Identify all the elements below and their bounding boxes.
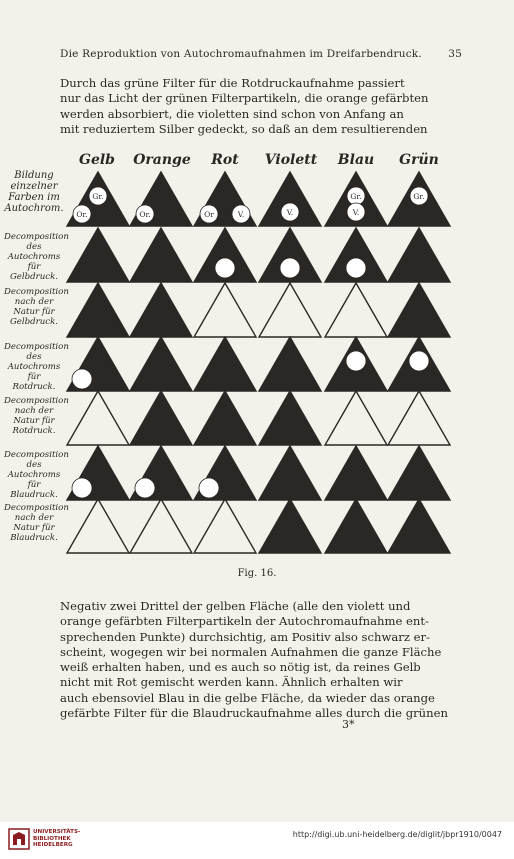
triangle-r6-c1 <box>130 499 192 553</box>
triangle-r3-c2 <box>194 337 256 391</box>
triangle-r4-c2 <box>194 391 256 445</box>
triangle-r4-c0 <box>67 391 129 445</box>
filter-dot-r1-c4-0 <box>346 258 366 278</box>
triangle-r5-c4 <box>325 446 387 500</box>
row-label-line: Natur für <box>13 307 55 317</box>
page-number: 35 <box>448 48 462 60</box>
row-label-line: nach der <box>14 297 54 307</box>
text-line: mit reduziertem Silber gedeckt, so daß an dem resultierenden <box>60 121 428 136</box>
row-label-line: Decomposition <box>4 396 69 406</box>
filter-dot-label: Gr. <box>92 192 104 201</box>
row-label-line: einzelner <box>10 181 58 192</box>
row-label-line: Decomposition <box>4 503 69 513</box>
triangle-r3-c1 <box>130 337 192 391</box>
row-label-line: Natur für <box>13 523 55 533</box>
paragraph-bottom <box>60 599 462 721</box>
triangle-r2-c2 <box>194 283 256 337</box>
text-line: scheint, wogegen wir bei normalen Aufnahmen die ganze Fläche <box>60 644 442 659</box>
row-label-line: Rotdruck. <box>12 426 56 436</box>
row-label-line: Blaudruck. <box>10 490 58 500</box>
filter-dot-r5-c1-0 <box>135 478 155 498</box>
row-label-line: Farben im <box>8 192 60 203</box>
row-label-line: Rotdruck. <box>12 382 56 392</box>
library-name-line: BIBLIOTHEK <box>33 835 71 842</box>
triangle-r5-c5 <box>388 446 450 500</box>
figure-caption: Fig. 16. <box>237 568 277 579</box>
triangle-r2-c0 <box>67 283 129 337</box>
text-line: auch ebensoviel Blau in die gelbe Fläche, da wieder das orange <box>60 690 435 705</box>
filter-dot-r5-c0-0 <box>72 478 92 498</box>
row-label-line: Gelbdruck. <box>9 272 59 282</box>
filter-dot-r5-c2-0 <box>199 478 219 498</box>
row-label-line: Decomposition <box>4 232 69 242</box>
row-label-line: Gelbdruck. <box>9 317 59 327</box>
triangle-r6-c0 <box>67 499 129 553</box>
filter-dot-label: Or. <box>139 210 151 219</box>
filter-dot-label: Gr. <box>350 192 362 201</box>
triangle-r2-c1 <box>130 283 192 337</box>
filter-dot-label: V. <box>286 208 294 217</box>
column-header-violett: Violett <box>264 152 318 168</box>
triangle-r6-c2 <box>194 499 256 553</box>
filter-dot-label: Gr. <box>413 192 425 201</box>
signature-mark: 3* <box>342 718 355 731</box>
triangle-r2-c3 <box>259 283 321 337</box>
triangle-r1-c1 <box>130 228 192 282</box>
row-label-line: des Autochroms <box>7 460 61 480</box>
row-label-line: Autochrom. <box>4 203 64 214</box>
row-label-line: Blaudruck. <box>10 533 58 543</box>
filter-dot-label: Or. <box>76 210 88 219</box>
filter-dot-r1-c3-0 <box>280 258 300 278</box>
triangle-r6-c5 <box>388 499 450 553</box>
column-header-blau: Blau <box>337 152 375 168</box>
filter-dot-r3-c0-0 <box>72 369 92 389</box>
triangle-r3-c3 <box>259 337 321 391</box>
university-seal-icon <box>8 828 30 850</box>
row-label-line: des Autochroms <box>7 352 61 372</box>
triangle-r4-c5 <box>388 391 450 445</box>
filter-dot-label: V. <box>352 208 360 217</box>
text-line: nicht mit Rot gemischt werden kann. Ähnlich erhalten wir <box>60 675 403 690</box>
column-header-gruen: Grün <box>399 152 439 168</box>
row-label-line: Natur für <box>13 416 55 426</box>
library-name-line: HEIDELBERG <box>33 842 73 849</box>
row-label-line: für <box>27 372 41 382</box>
triangle-r6-c4 <box>325 499 387 553</box>
triangle-r4-c3 <box>259 391 321 445</box>
column-header-rot: Rot <box>211 152 239 168</box>
row-label-line: nach der <box>14 406 54 416</box>
text-line: weiß erhalten haben, und es auch so nötig ist, da reines Gelb <box>60 660 421 675</box>
filter-dot-label: Or <box>204 210 214 219</box>
row-label-line: für <box>27 262 41 272</box>
filter-dot-label: V. <box>237 210 245 219</box>
row-label-line: des Autochroms <box>7 242 61 262</box>
text-line: Negativ zwei Drittel der gelben Fläche (alle den violett und <box>60 599 411 613</box>
column-header-gelb: Gelb <box>79 152 115 168</box>
text-line: werden absorbiert, die violetten sind schon von Anfang an <box>60 106 404 121</box>
triangle-r1-c0 <box>67 228 129 282</box>
text-line: nur das Licht der grünen Filterpartikeln, die orange gefärbten <box>60 91 429 106</box>
row-label-line: Bildung <box>14 170 54 181</box>
filter-dot-r3-c4-0 <box>346 351 366 371</box>
row-label-line: für <box>27 480 41 490</box>
triangle-r6-c3 <box>259 499 321 553</box>
text-line: sprechenden Punkte) durchsichtig, am Positiv also schwarz er- <box>60 629 430 644</box>
triangle-r4-c4 <box>325 391 387 445</box>
library-name <box>33 829 80 849</box>
source-url-link[interactable]: http://digi.ub.uni-heidelberg.de/diglit/jbpr1910/0047 <box>292 830 502 839</box>
text-line: orange gefärbten Filterpartikeln der Autochromaufnahme ent- <box>60 614 429 629</box>
row-label-line: nach der <box>14 513 54 523</box>
row-label-line: Decomposition <box>4 287 69 297</box>
library-footer <box>0 822 514 859</box>
row-label-line: Decomposition <box>4 342 69 352</box>
filter-dot-r3-c5-0 <box>409 351 429 371</box>
library-name-line: UNIVERSITÄTS- <box>33 829 81 835</box>
text-line: gefärbte Filter für die Blaudruckaufnahme alles durch die grünen <box>60 706 448 721</box>
column-header-orange: Orange <box>133 152 191 168</box>
text-line: Durch das grüne Filter für die Rotdruckaufnahme passiert <box>60 76 405 90</box>
filter-dot-r1-c2-0 <box>215 258 235 278</box>
triangle-r1-c5 <box>388 228 450 282</box>
triangle-r2-c5 <box>388 283 450 337</box>
row-label-line: Decomposition <box>4 450 69 460</box>
triangle-r2-c4 <box>325 283 387 337</box>
triangle-r5-c3 <box>259 446 321 500</box>
triangle-r4-c1 <box>130 391 192 445</box>
running-title: Die Reproduktion von Autochromaufnahmen im Dreifarbendruck. <box>60 48 422 60</box>
